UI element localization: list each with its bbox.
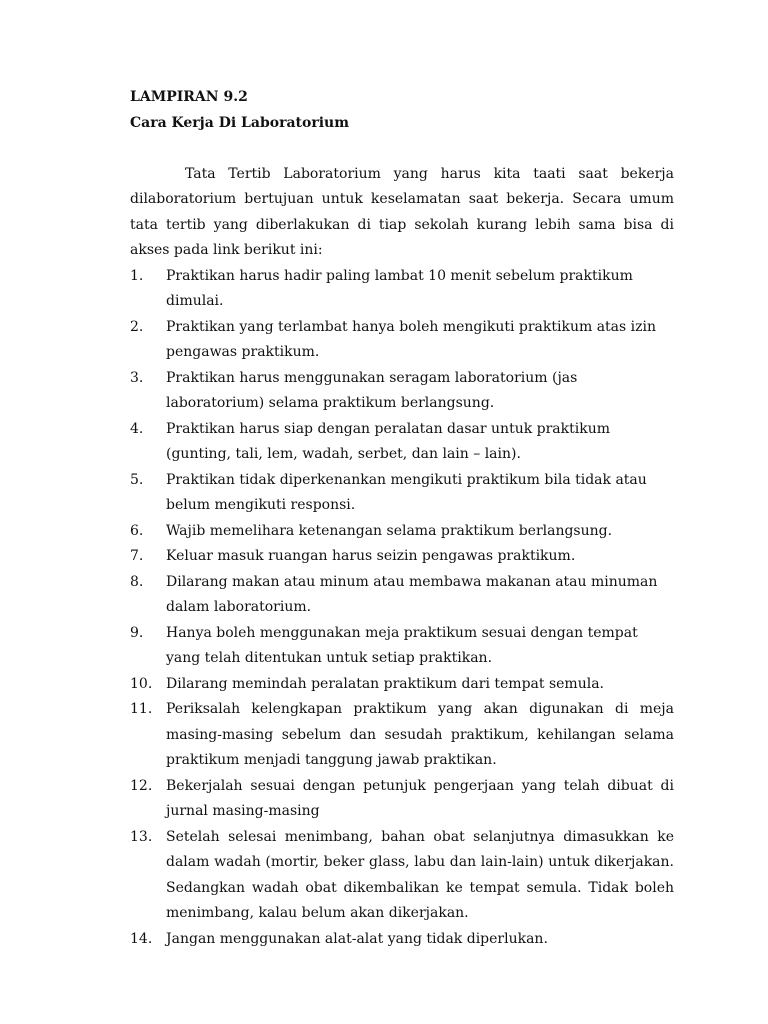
list-item-number: 1. [130,267,144,284]
list-item-text: Bekerjalah sesuai dengan petunjuk pengerjaan yang telah dibuat di jurnal masing-masing [166,777,674,819]
list-item-text: Jangan menggunakan alat-alat yang tidak diperlukan. [166,930,548,947]
list-item-text: Keluar masuk ruangan harus seizin pengawas praktikum. [166,548,576,564]
list-item [130,825,674,927]
list-item [130,544,674,570]
document-page [130,85,674,952]
list-item-number: 4. [130,420,144,437]
list-item-text: Praktikan yang terlambat hanya boleh mengikuti praktikum atas izin pengawas praktikum. [166,318,657,360]
list-item [130,468,674,519]
list-item [130,519,674,545]
list-item [130,697,674,774]
list-item-text: Wajib memelihara ketenangan selama praktikum berlangsung. [166,522,613,539]
list-item-number: 14. [130,930,153,947]
list-item-number: 2. [130,318,144,335]
document-subtitle: Cara Kerja Di Laboratorium [130,114,350,131]
list-item-text: Hanya boleh menggunakan meja praktikum sesuai dengan tempat yang telah ditentukan untuk setiap praktikan. [166,624,638,666]
list-item-number: 12. [130,777,153,794]
list-item-number: 9. [130,624,144,641]
intro-paragraph: Tata Tertib Laboratorium yang harus kita taati saat bekerja dilaboratorium bertujuan untuk keselamatan saat bekerja. Secara umum tata tertib yang diberlakukan di tiap sekolah kurang lebih sama bisa di akses pada link berikut ini: [130,165,674,258]
list-item [130,264,674,315]
list-item-number: 13. [130,828,153,845]
list-item-text: Praktikan tidak diperkenankan mengikuti praktikum bila tidak atau belum mengikuti responsi. [166,471,647,513]
list-item-number: 6. [130,522,144,539]
list-item-text: Praktikan harus hadir paling lambat 10 menit sebelum praktikum dimulai. [166,267,633,309]
list-item [130,672,674,698]
list-item-number: 11. [130,701,153,717]
list-item-number: 8. [130,573,144,590]
list-item-text: Periksalah kelengkapan praktikum yang akan digunakan di meja masing-masing sebelum dan sesudah praktikum, kehilangan selama praktikum menjadi tanggung jawab praktikan. [166,701,674,768]
list-item-text: Dilarang makan atau minum atau membawa makanan atau minuman dalam laboratorium. [166,573,658,615]
list-item-number: 3. [130,369,144,386]
list-item [130,366,674,417]
list-item-text: Praktikan harus menggunakan seragam laboratorium (jas laboratorium) selama praktikum berlangsung. [166,369,578,411]
list-item [130,774,674,825]
list-item-number: 10. [130,675,153,692]
list-item-number: 7. [130,548,144,564]
list-item-number: 5. [130,471,144,488]
list-item [130,570,674,621]
list-item-text: Praktikan harus siap dengan peralatan dasar untuk praktikum (gunting, tali, lem, wadah, serbet, dan lain – lain). [166,420,611,462]
rules-list [130,264,674,953]
list-item [130,315,674,366]
list-item [130,927,674,953]
list-item [130,621,674,672]
list-item-text: Setelah selesai menimbang, bahan obat selanjutnya dimasukkan ke dalam wadah (mortir, beker glass, labu dan lain-lain) untuk dikerjakan. Sedangkan wadah obat dikembalikan ke tempat semula. Tidak boleh menimbang, kalau belum akan dikerjakan. [166,828,674,921]
document-title: LAMPIRAN 9.2 [130,89,248,105]
list-item [130,417,674,468]
list-item-text: Dilarang memindah peralatan praktikum dari tempat semula. [166,675,604,692]
